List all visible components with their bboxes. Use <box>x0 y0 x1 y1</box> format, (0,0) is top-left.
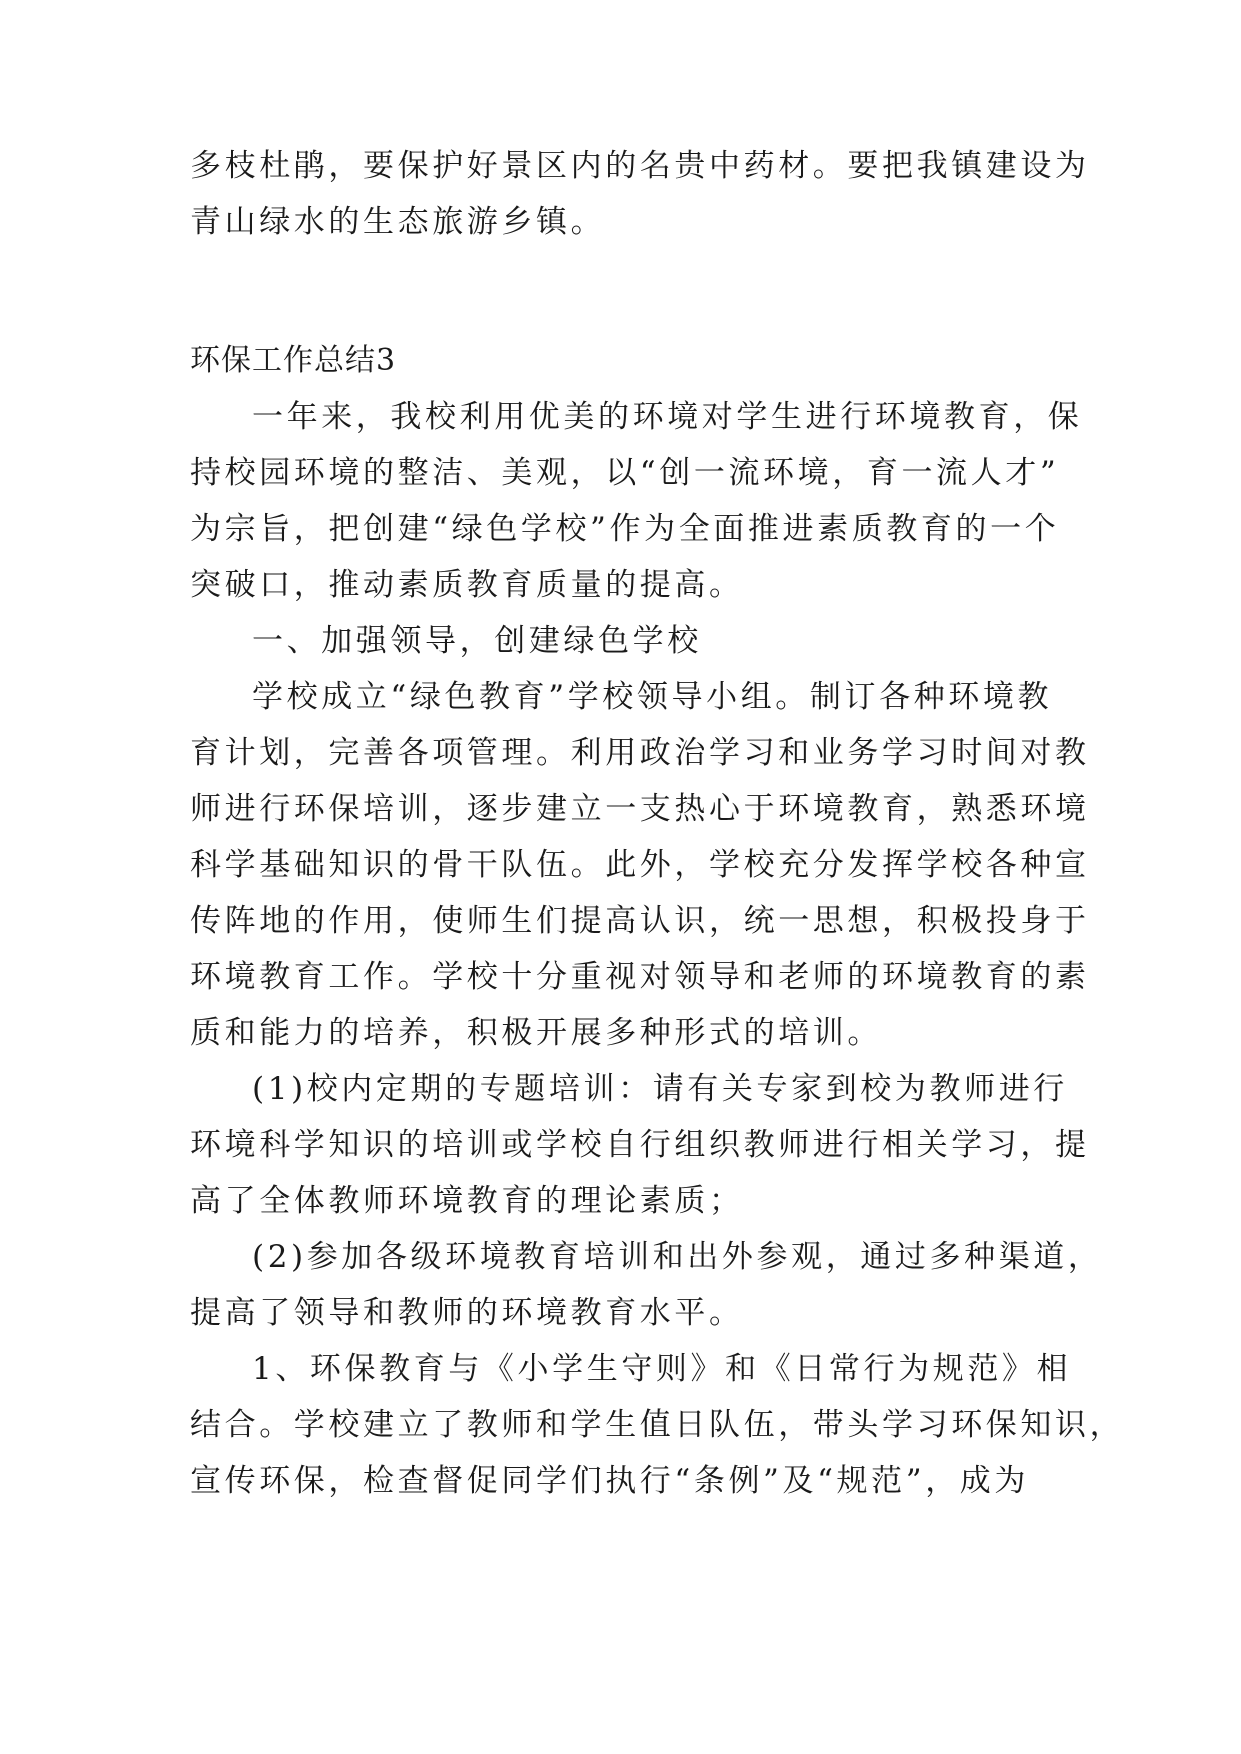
text-line: 传阵地的作用，使师生们提高认识，统一思想，积极投身于 <box>190 903 1090 939</box>
text-line: 1、环保教育与《小学生守则》和《日常行为规范》相 <box>252 1351 1072 1387</box>
text-line: 突破口，推动素质教育质量的提高。 <box>190 567 744 603</box>
text-line: 学校成立“绿色教育”学校领导小组。制订各种环境教 <box>252 679 1053 715</box>
section-heading: 环保工作总结3 <box>190 343 397 378</box>
text-line: 科学基础知识的骨干队伍。此外，学校充分发挥学校各种宣 <box>190 847 1090 883</box>
text-line: 宣传环保，检查督促同学们执行“条例”及“规范”，成为 <box>190 1463 1029 1499</box>
text-line: 育计划，完善各项管理。利用政治学习和业务学习时间对教 <box>190 735 1090 771</box>
text-line: 提高了领导和教师的环境教育水平。 <box>190 1295 744 1331</box>
text-line: 持校园环境的整洁、美观，以“创一流环境，育一流人才” <box>190 455 1060 491</box>
text-line: 师进行环保培训，逐步建立一支热心于环境教育，熟悉环境 <box>190 791 1090 827</box>
text-line: 环境科学知识的培训或学校自行组织教师进行相关学习，提 <box>190 1127 1090 1163</box>
text-line: (2)参加各级环境教育培训和出外参观，通过多种渠道， <box>252 1239 1103 1275</box>
text-line: 为宗旨，把创建“绿色学校”作为全面推进素质教育的一个 <box>190 511 1060 547</box>
text-line: 多枝杜鹃，要保护好景区内的名贵中药材。要把我镇建设为 <box>190 148 1090 184</box>
text-line: 环境教育工作。学校十分重视对领导和老师的环境教育的素 <box>190 959 1090 995</box>
text-line: 一年来，我校利用优美的环境对学生进行环境教育，保 <box>252 399 1083 435</box>
text-line: 高了全体教师环境教育的理论素质； <box>190 1183 744 1219</box>
text-line: (1)校内定期的专题培训：请有关专家到校为教师进行 <box>252 1071 1068 1107</box>
text-line: 青山绿水的生态旅游乡镇。 <box>190 204 606 240</box>
subsection-heading: 一、加强领导，创建绿色学校 <box>252 623 702 659</box>
text-line: 质和能力的培养，积极开展多种形式的培训。 <box>190 1015 882 1051</box>
text-line: 结合。学校建立了教师和学生值日队伍，带头学习环保知识， <box>190 1407 1125 1443</box>
